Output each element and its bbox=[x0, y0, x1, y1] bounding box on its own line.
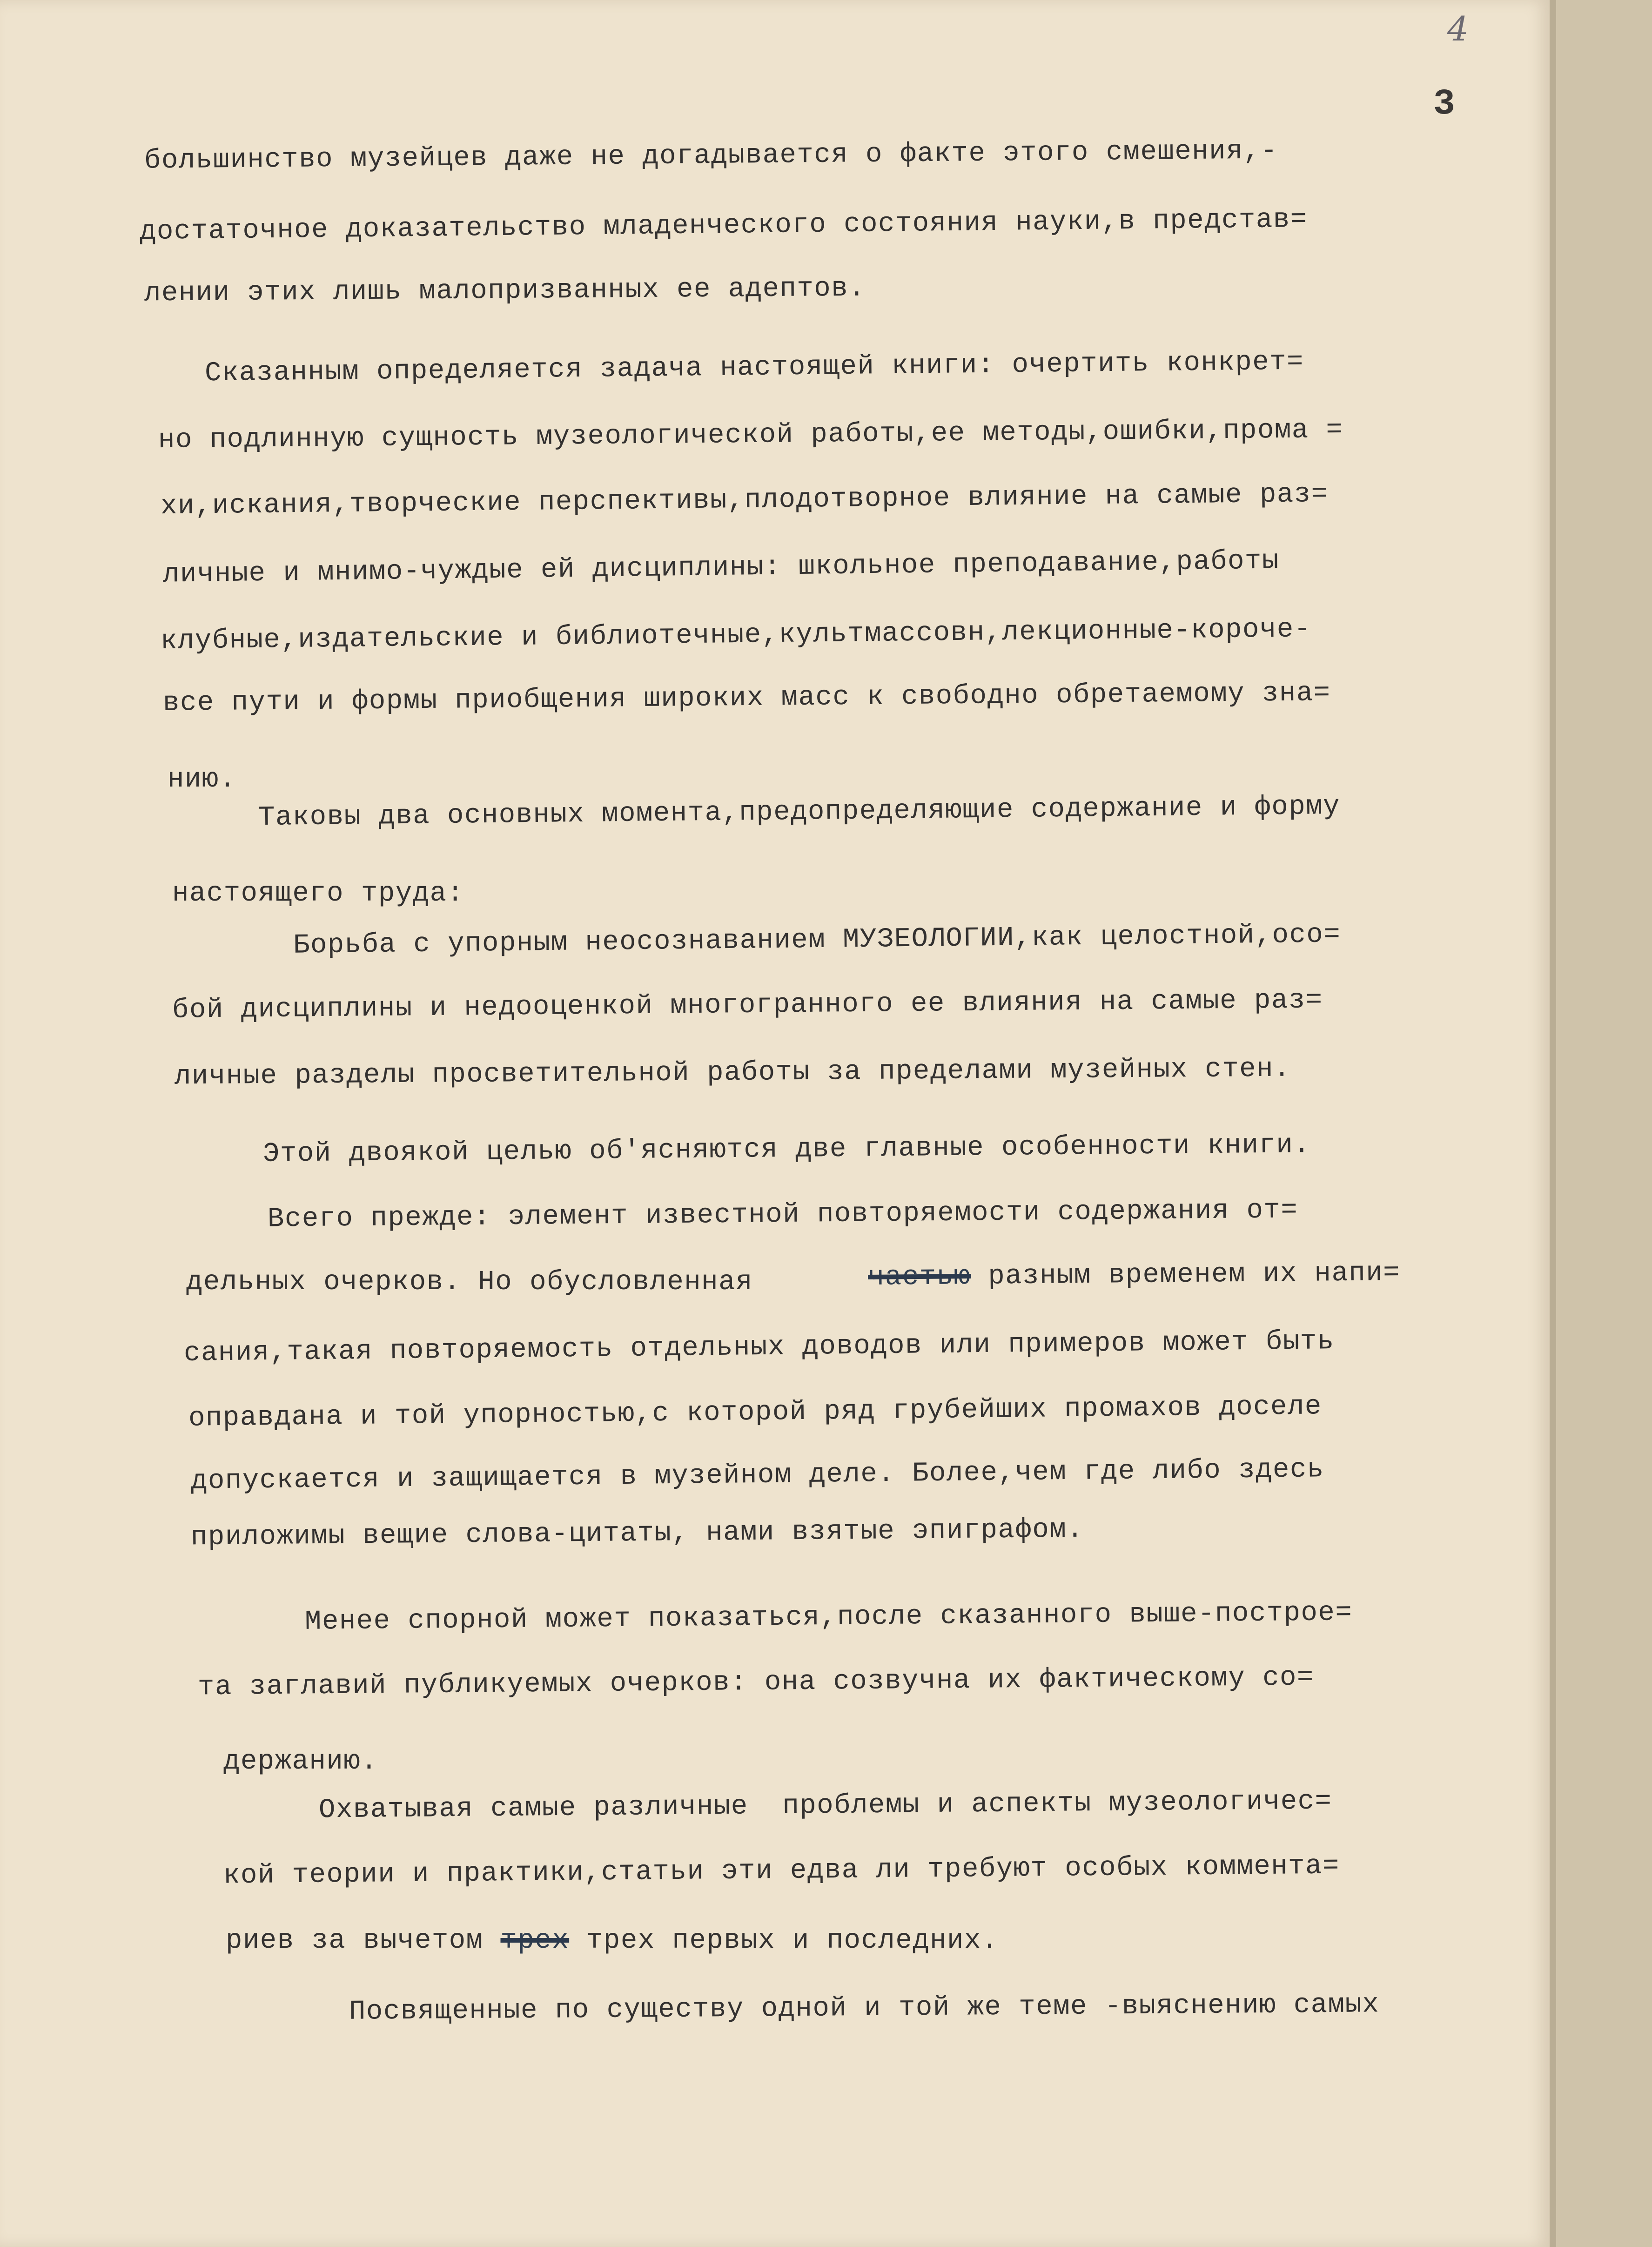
text-line: клубные,издательские и библиотечные,культмассовн,лекционные-короче- bbox=[160, 613, 1311, 657]
text-line: та заглавий публикуемых очерков: она созвучна их фактическому со= bbox=[197, 1662, 1315, 1703]
text-line: оправдана и той упорностью,с которой ряд грубейших промахов доселе bbox=[188, 1391, 1323, 1434]
text-line: кой теории и практики,статьи эти едва ли требуют особых коммента= bbox=[223, 1850, 1340, 1891]
text-line: Всего прежде: элемент известной повторяемости содержания от= bbox=[267, 1194, 1298, 1235]
text-fragment: трех первых и последних. bbox=[586, 1925, 999, 1956]
text-line: настоящего труда: bbox=[172, 878, 464, 909]
text-line: бой дисциплины и недооценкой многогранного ее влияния на самые раз= bbox=[172, 984, 1323, 1026]
text-line: Охватывая самые различные проблемы и аспекты музеологичес= bbox=[318, 1785, 1332, 1826]
text-line: достаточное доказательство младенческого состояния науки,в представ= bbox=[139, 203, 1308, 248]
text-line: Менее спорной может показаться,после сказанного выше-построе= bbox=[304, 1597, 1353, 1637]
archive-folio-number: 4 bbox=[1447, 9, 1469, 48]
text-line: большинство музейцев даже не догадывается о факте этого смешения,- bbox=[144, 135, 1278, 176]
text-line: хи,искания,творческие перспективы,плодотворное влияние на самые раз= bbox=[160, 478, 1329, 522]
page-number: 3 bbox=[1433, 84, 1455, 125]
text-line: Сказанным определяется задача настоящей книги: очертить конкрет= bbox=[204, 346, 1304, 389]
text-fragment: разным временем их напи= bbox=[988, 1257, 1401, 1292]
text-line: дельных очерков. Но обусловленная bbox=[186, 1266, 753, 1298]
text-line: лении этих лишь малопризванных ее адептов. bbox=[144, 272, 866, 309]
text-line: но подлинную сущность музеологической работы,ее методы,ошибки,прома = bbox=[158, 414, 1343, 456]
text-line: нию. bbox=[168, 764, 236, 795]
text-line: Таковы два основных момента,предопределяющие содержание и форму bbox=[258, 790, 1341, 834]
text-line: допускается и защищается в музейном деле. Более,чем где либо здесь bbox=[190, 1453, 1325, 1497]
text-line: личные разделы просветительной работы за пределами музейных стен. bbox=[174, 1053, 1291, 1092]
struck-word: трех bbox=[500, 1925, 570, 1956]
page-edge-shadow bbox=[1550, 0, 1556, 2247]
text-line: все пути и формы приобщения широких масс к свободно обретаемому зна= bbox=[162, 677, 1331, 719]
text-line: личные и мнимо-чуждые ей дисциплины: школьное преподавание,работы bbox=[162, 545, 1280, 590]
text-line: Этой двоякой целью об'ясняются две главные особенности книги. bbox=[262, 1129, 1311, 1170]
text-fragment: риев за вычетом bbox=[226, 1925, 484, 1956]
text-line: приложимы вещие слова-цитаты, нами взятые эпиграфом. bbox=[190, 1514, 1084, 1553]
text-line bbox=[226, 1927, 999, 1954]
text-line bbox=[868, 1259, 1401, 1291]
struck-word: частью bbox=[867, 1261, 971, 1293]
text-line: держанию. bbox=[223, 1746, 378, 1777]
text-line: Посвященные по существу одной и той же теме -выяснению самых bbox=[349, 1989, 1380, 2027]
text-line: Борьба с упорным неосознаванием МУЗЕОЛОГИИ,как целостной,осо= bbox=[293, 919, 1341, 961]
background-edge bbox=[1550, 0, 1652, 2247]
text-line: сания,такая повторяемость отдельных доводов или примеров может быть bbox=[183, 1325, 1335, 1369]
